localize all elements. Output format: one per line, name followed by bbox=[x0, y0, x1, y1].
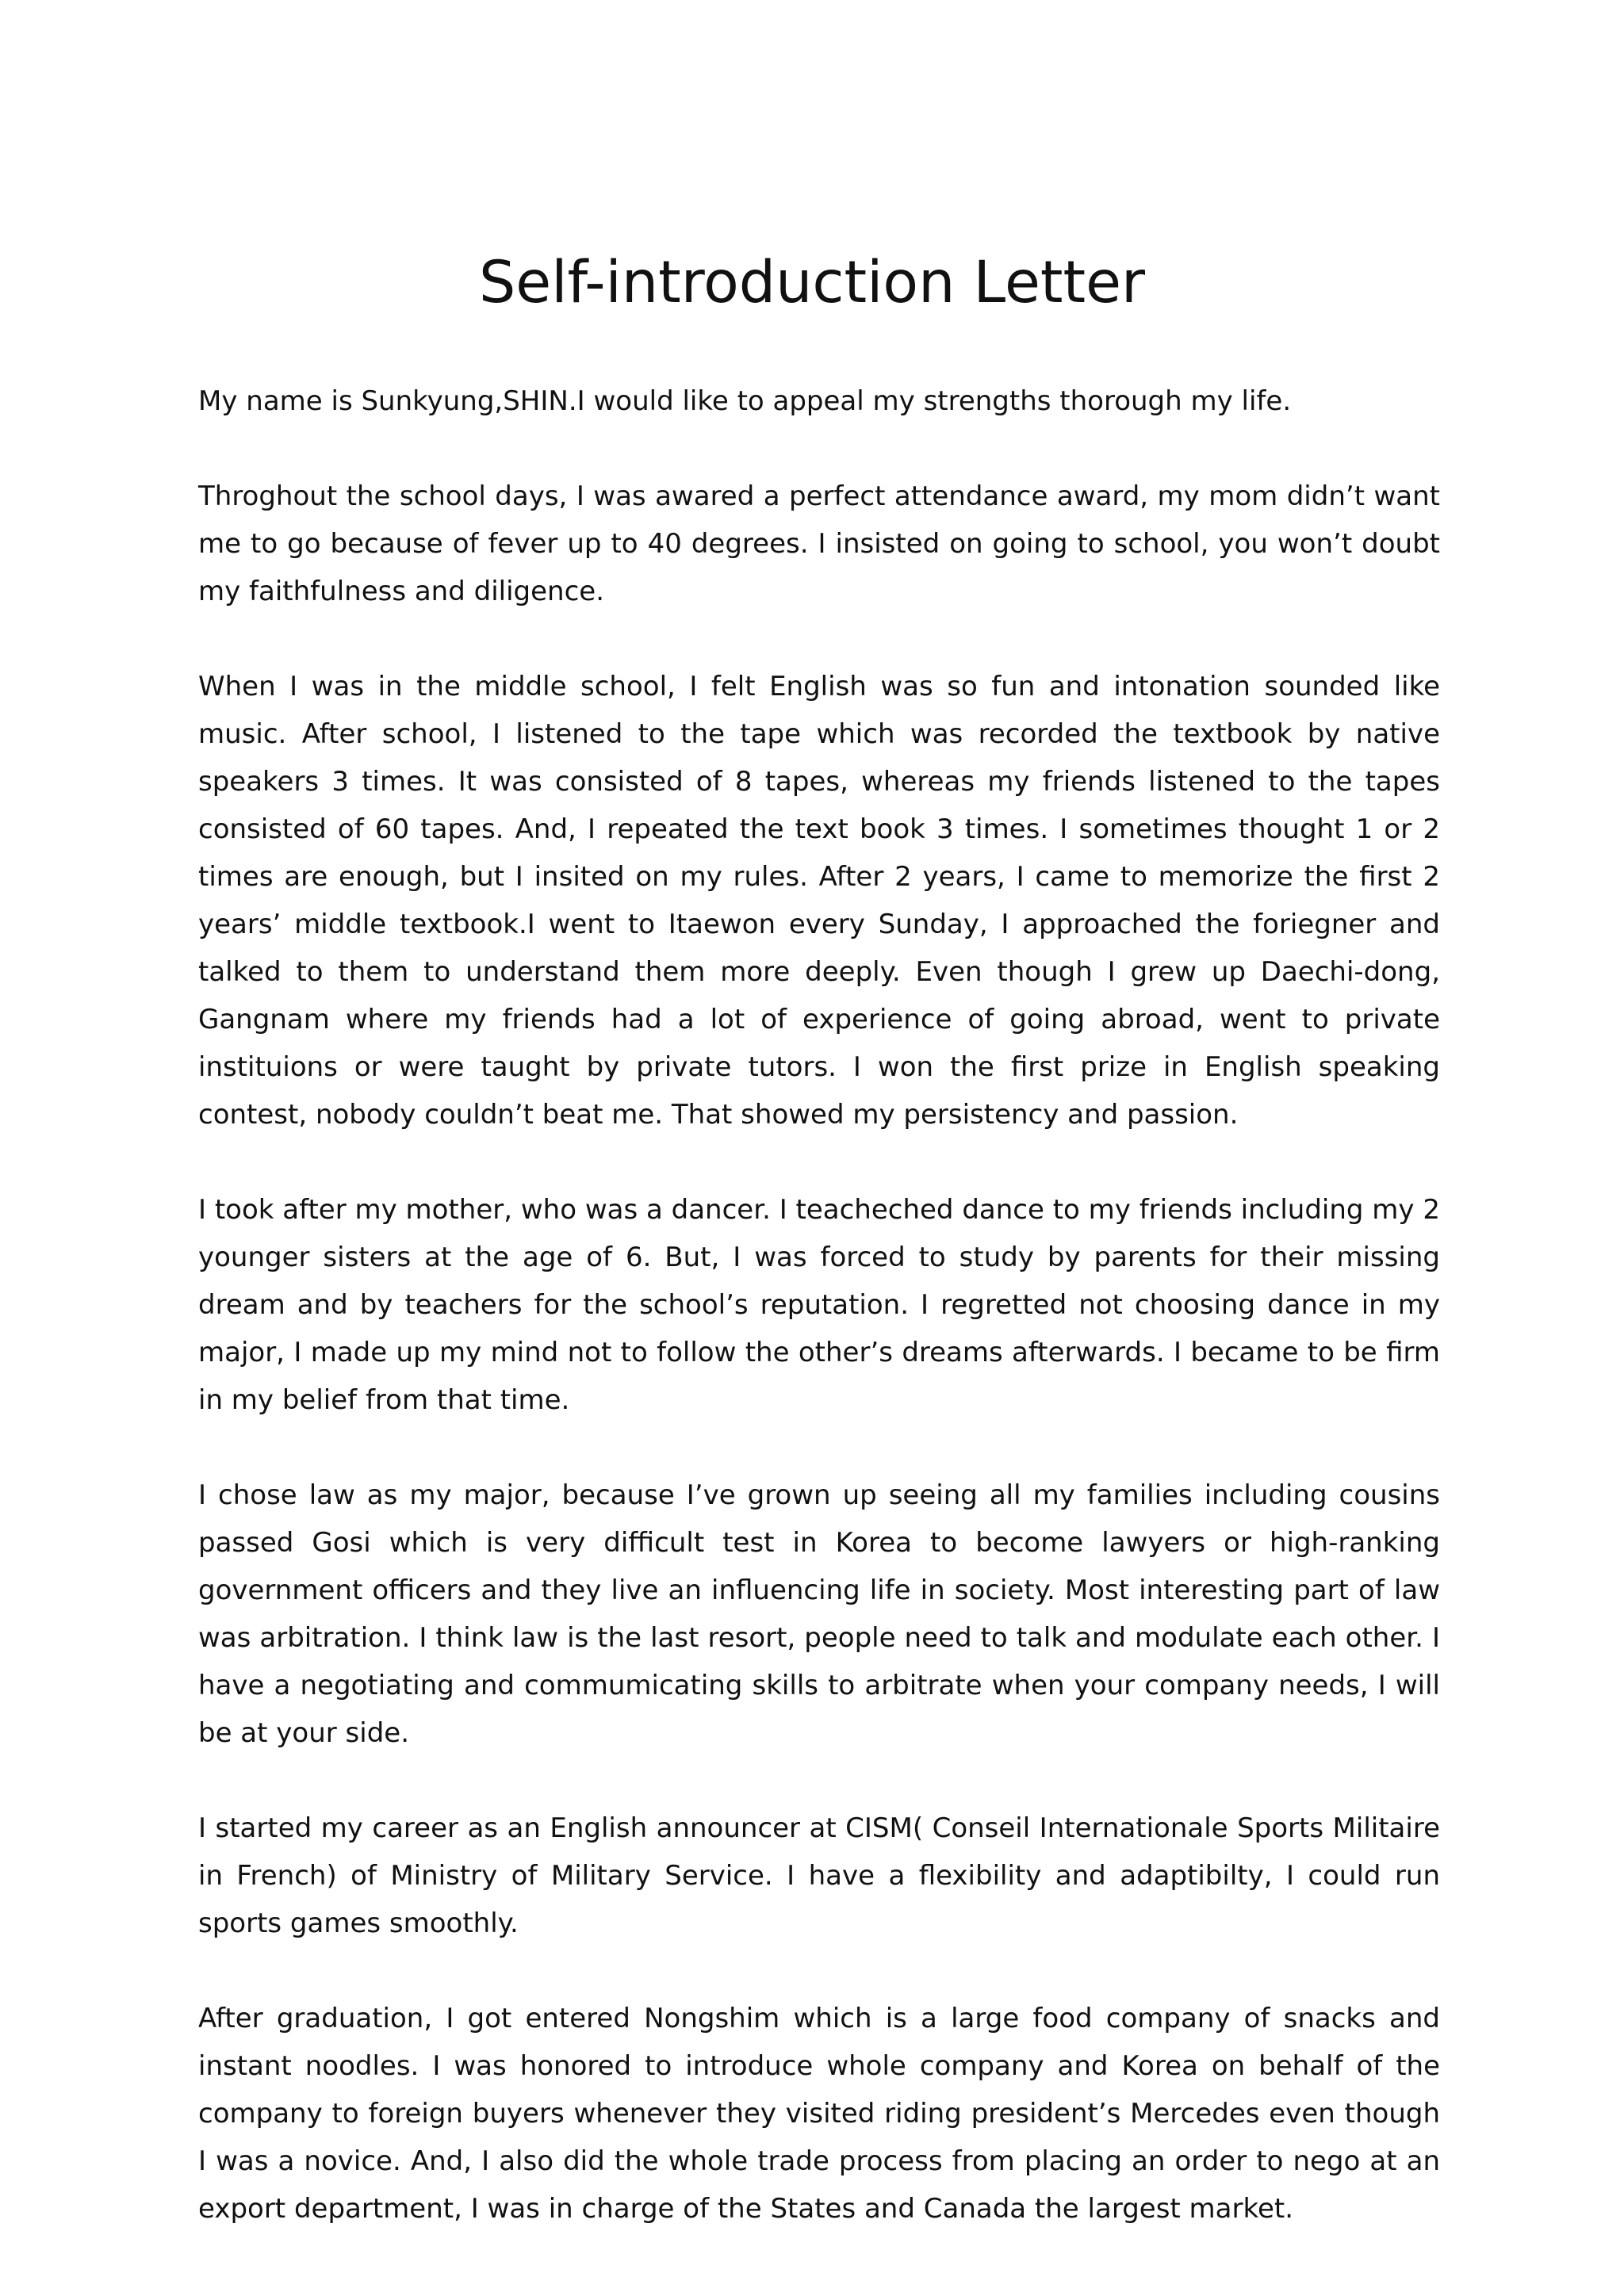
paragraph-nongshim-career: After graduation, I got entered Nongshim which is a large food company of snacks and instant noodles. I was honored to introduce whole company and Korea on behalf of the company to foreign buyers whenever they visited riding president’s Mercedes even though I was a novice. And, I also did the whole trade process from placing an order to nego at an export department, I was in charge of the States and Canada the largest market. bbox=[198, 2003, 1440, 2225]
letter-body bbox=[198, 377, 1440, 2233]
paragraph-introduction: My name is Sunkyung,SHIN.I would like to appeal my strengths thorough my life. bbox=[198, 385, 1292, 417]
paragraph-attendance: Throghout the school days, I was awared a perfect attendance award, my mom didn’t want me to go because of fever up to 40 degrees. I insisted on going to school, you won’t doubt my faithfulness and diligence. bbox=[198, 480, 1440, 607]
paragraph-law-major: I chose law as my major, because I’ve grown up seeing all my families including cousins passed Gosi which is very difficult test in Korea to become lawyers or high-ranking government officers and they live an influencing life in society. Most interesting part of law was arbitration. I think law is the last resort, people need to talk and modulate each other. I have a negotiating and commumicating skills to arbitrate when your company needs, I will be at your side. bbox=[198, 1479, 1440, 1749]
document-title: Self-introduction Letter bbox=[478, 249, 1146, 316]
paragraph-english-study: When I was in the middle school, I felt English was so fun and intonation sounded like music. After school, I listened to the tape which was recorded the textbook by native speakers 3 times. It was consisted of 8 tapes, whereas my friends listened to the tapes consisted of 60 tapes. And, I repeated the text book 3 times. I sometimes thought 1 or 2 times are enough, but I insited on my rules. After 2 years, I came to memorize the first 2 years’ middle textbook.I went to Itaewon every Sunday, I approached the foriegner and talked to them to understand them more deeply. Even though I grew up Daechi-dong, Gangnam where my friends had a lot of experience of going abroad, went to private instituions or were taught by private tutors. I won the first prize in English speaking contest, nobody couldn’t beat me. That showed my persistency and passion. bbox=[198, 671, 1440, 1131]
paragraph-dance: I took after my mother, who was a dancer. I teacheched dance to my friends including my 2 younger sisters at the age of 6. But, I was forced to study by parents for their missing dream and by teachers for the school’s reputation. I regretted not choosing dance in my major, I made up my mind not to follow the other’s dreams afterwards. I became to be firm in my belief from that time. bbox=[198, 1194, 1440, 1416]
paragraph-announcer-career: I started my career as an English announcer at CISM( Conseil Internationale Sports Militaire in French) of Ministry of Military Service. I have a flexibility and adaptibilty, I could run sports games smoothly. bbox=[198, 1812, 1440, 1939]
